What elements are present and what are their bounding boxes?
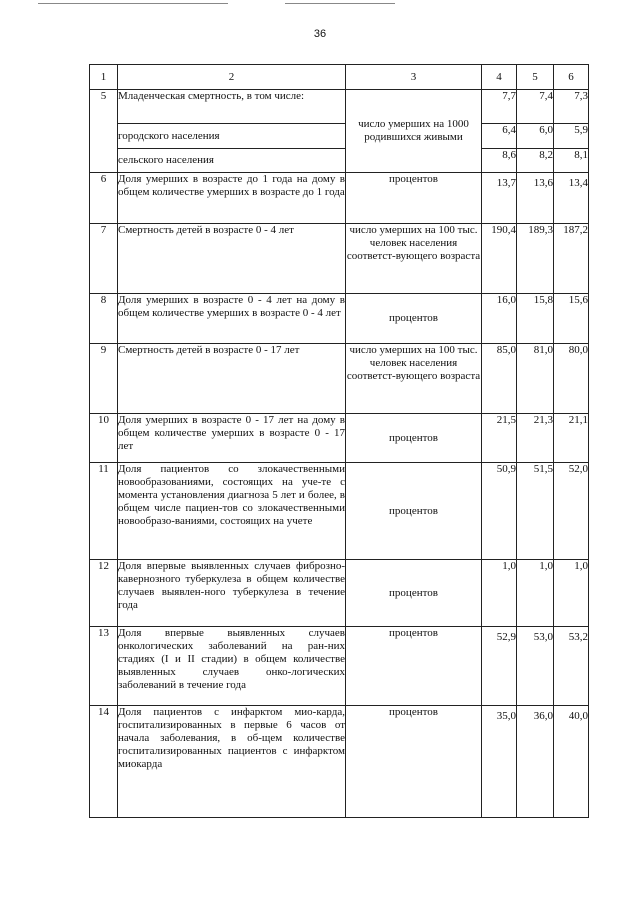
value-col4: 6,4 (482, 124, 517, 149)
table-row (90, 560, 589, 627)
table-row (90, 124, 589, 149)
value-col6: 7,3 (554, 90, 589, 124)
table-row (90, 463, 589, 560)
table-row (90, 294, 589, 344)
value-col6: 15,6 (554, 294, 589, 344)
header-cell-1: 1 (90, 65, 118, 90)
value-col6: 187,2 (554, 224, 589, 294)
unit-cell: процентов (346, 294, 482, 344)
unit-cell: процентов (346, 414, 482, 463)
header-cell-6: 6 (554, 65, 589, 90)
unit-cell: процентов (346, 706, 482, 818)
indicator-name: Смертность детей в возрасте 0 - 4 лет (118, 224, 346, 294)
unit-cell: процентов (346, 463, 482, 560)
value-col6: 1,0 (554, 560, 589, 627)
header-cell-5: 5 (517, 65, 554, 90)
unit-cell: число умерших на 100 тыс. человек населения соответст-вующего возраста (346, 224, 482, 294)
indicators-table (89, 64, 589, 818)
header-cell-2: 2 (118, 65, 346, 90)
row-number: 7 (90, 224, 118, 294)
value-col4: 190,4 (482, 224, 517, 294)
indicator-name: Младенческая смертность, в том числе: (118, 90, 346, 124)
value-col5: 21,3 (517, 414, 554, 463)
value-col5: 8,2 (517, 149, 554, 173)
table-row (90, 90, 589, 124)
row-number: 8 (90, 294, 118, 344)
value-col4: 16,0 (482, 294, 517, 344)
value-col4: 85,0 (482, 344, 517, 414)
indicator-name: Доля пациентов с инфарктом мио-карда, госпитализированных в первые 6 часов от начала заболевания, в об-щем количестве госпитализированных пациентов с инфарктом миокарда (118, 706, 346, 818)
value-col5: 6,0 (517, 124, 554, 149)
value-col5: 1,0 (517, 560, 554, 627)
top-rule-left (38, 3, 228, 4)
value-col5: 15,8 (517, 294, 554, 344)
page-number: 36 (313, 28, 327, 40)
value-col5: 189,3 (517, 224, 554, 294)
row-number: 6 (90, 173, 118, 224)
value-col4: 50,9 (482, 463, 517, 560)
indicator-name: городского населения (118, 124, 346, 149)
value-col6: 52,0 (554, 463, 589, 560)
row-number: 11 (90, 463, 118, 560)
row-number: 12 (90, 560, 118, 627)
header-cell-4: 4 (482, 65, 517, 90)
indicator-name: Доля умерших в возрасте 0 - 17 лет на дому в общем количестве умерших в возрасте 0 - 17 лет (118, 414, 346, 463)
row-number: 5 (90, 90, 118, 173)
row-number: 14 (90, 706, 118, 818)
indicator-name: Доля впервые выявленных случаев фиброзно-кавернозного туберкулеза в общем количестве случаев выявлен-ного туберкулеза в течение года (118, 560, 346, 627)
unit-cell: процентов (346, 627, 482, 706)
value-col6: 80,0 (554, 344, 589, 414)
value-col4: 7,7 (482, 90, 517, 124)
top-rule-right (285, 3, 395, 4)
table-row (90, 706, 589, 818)
unit-cell: число умерших на 100 тыс. человек населения соответст-вующего возраста (346, 344, 482, 414)
header-row (90, 65, 589, 90)
header-cell-3: 3 (346, 65, 482, 90)
indicator-name: Доля умерших в возрасте 0 - 4 лет на дому в общем количестве умерших в возрасте 0 - 4 лет (118, 294, 346, 344)
row-number: 9 (90, 344, 118, 414)
value-col4: 8,6 (482, 149, 517, 173)
unit-cell: число умерших на 1000 родившихся живыми (346, 90, 482, 173)
table-row (90, 173, 589, 224)
value-col5: 81,0 (517, 344, 554, 414)
value-col5: 36,0 (517, 706, 554, 818)
value-col5: 51,5 (517, 463, 554, 560)
value-col4: 35,0 (482, 706, 517, 818)
value-col5: 53,0 (517, 627, 554, 706)
row-number: 10 (90, 414, 118, 463)
table-row (90, 149, 589, 173)
unit-cell: процентов (346, 560, 482, 627)
indicator-name: Доля пациентов со злокачественными новообразованиями, состоящих на уче-те с момента установления диагноза 5 лет и более, в общем числе пациен-тов со злокачественными новообразо-ваниями, состоящих на учете (118, 463, 346, 560)
value-col4: 52,9 (482, 627, 517, 706)
value-col6: 40,0 (554, 706, 589, 818)
value-col5: 13,6 (517, 173, 554, 224)
row-number: 13 (90, 627, 118, 706)
unit-cell: процентов (346, 173, 482, 224)
indicator-name: Доля умерших в возрасте до 1 года на дому в общем количестве умерших в возрасте до 1 года (118, 173, 346, 224)
value-col5: 7,4 (517, 90, 554, 124)
value-col6: 13,4 (554, 173, 589, 224)
value-col4: 1,0 (482, 560, 517, 627)
table-row (90, 344, 589, 414)
indicator-name: Смертность детей в возрасте 0 - 17 лет (118, 344, 346, 414)
value-col6: 8,1 (554, 149, 589, 173)
value-col4: 21,5 (482, 414, 517, 463)
value-col6: 53,2 (554, 627, 589, 706)
indicator-name: Доля впервые выявленных случаев онкологических заболеваний на ран-них стадиях (I и II стадии) в общем количестве выявленных случаев онко-логических заболеваний в течение года (118, 627, 346, 706)
table-row (90, 414, 589, 463)
value-col4: 13,7 (482, 173, 517, 224)
indicator-name: сельского населения (118, 149, 346, 173)
table-row (90, 627, 589, 706)
value-col6: 21,1 (554, 414, 589, 463)
table-row (90, 224, 589, 294)
value-col6: 5,9 (554, 124, 589, 149)
